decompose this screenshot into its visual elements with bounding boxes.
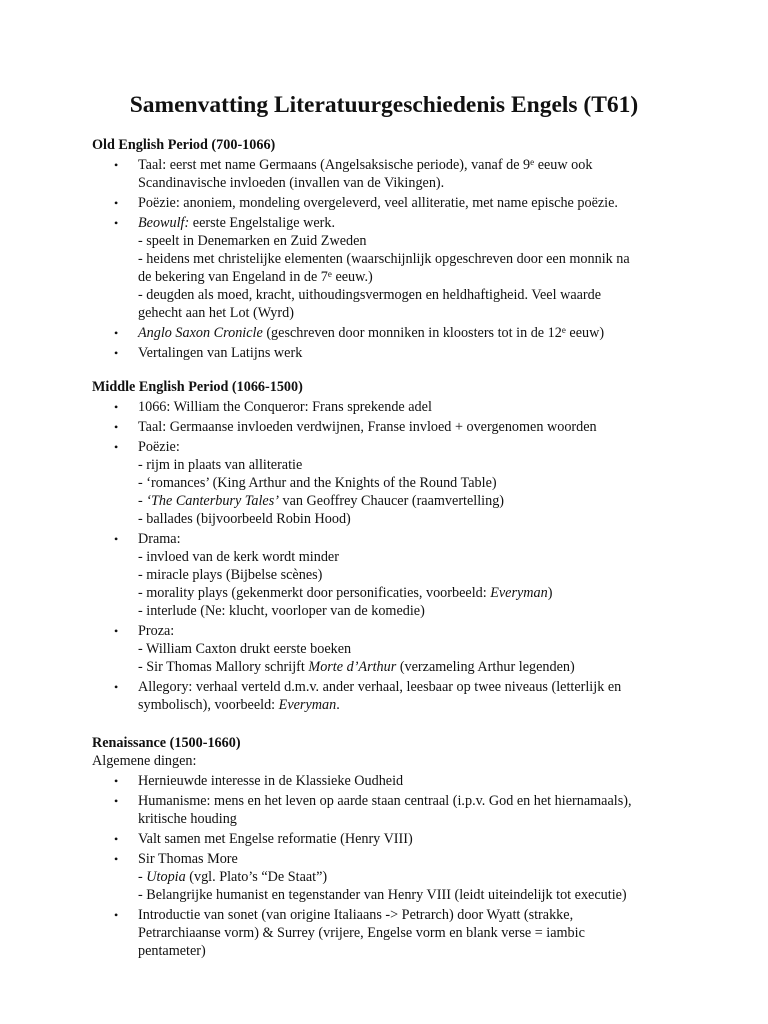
text-line: Anglo Saxon Cronicle (geschreven door monniken in kloosters tot in de 12e eeuw) <box>138 325 605 341</box>
text-line: Vertalingen van Latijns werk <box>138 345 303 361</box>
text-line: - William Caxton drukt eerste boeken <box>138 641 352 657</box>
text-line: - invloed van de kerk wordt minder <box>138 549 339 565</box>
work-title: Everyman <box>278 697 337 713</box>
text-line: Humanisme: mens en het leven op aarde staan centraal (i.p.v. God en het hiernamaals), <box>138 793 632 809</box>
list-item <box>92 438 712 528</box>
text-line: Allegory: verhaal verteld d.m.v. ander verhaal, leesbaar op twee niveaus (letterlijk en <box>138 679 622 695</box>
work-title: Anglo Saxon Cronicle <box>138 325 263 341</box>
section-old-english <box>92 136 712 362</box>
section-renaissance <box>92 734 712 960</box>
text-line: - speelt in Denemarken en Zuid Zweden <box>138 233 367 249</box>
list-item <box>92 906 712 960</box>
list-item <box>92 324 712 342</box>
bullet-icon: • <box>114 326 119 340</box>
text-line: pentameter) <box>138 943 206 959</box>
bullet-list <box>92 156 712 362</box>
text-line: Poëzie: <box>138 439 180 455</box>
list-item <box>92 678 712 714</box>
section-heading: Old English Period (700-1066) <box>92 137 276 153</box>
text-line: Valt samen met Engelse reformatie (Henry VIII) <box>138 831 413 847</box>
work-title: Everyman <box>490 585 548 601</box>
text-line: - Utopia (vgl. Plato’s “De Staat”) <box>138 869 328 885</box>
text-line: Petrarchiaanse vorm) & Surrey (vrijere, Engelse vorm en blank verse = iambic <box>138 925 585 941</box>
bullet-icon: • <box>114 794 119 808</box>
bullet-icon: • <box>114 346 119 360</box>
text-line: Beowulf: eerste Engelstalige werk. <box>138 215 335 231</box>
text-line: 1066: William the Conqueror: Frans sprekende adel <box>138 399 432 415</box>
text-line: Taal: Germaanse invloeden verdwijnen, Franse invloed + overgenomen woorden <box>138 419 597 435</box>
text-line: - Sir Thomas Mallory schrijft Morte d’Arthur (verzameling Arthur legenden) <box>138 659 575 675</box>
text-line: - interlude (Ne: klucht, voorloper van de komedie) <box>138 603 425 619</box>
work-title: Morte d’Arthur <box>308 659 397 675</box>
bullet-icon: • <box>114 420 119 434</box>
text-line: - miracle plays (Bijbelse scènes) <box>138 567 323 583</box>
list-item <box>92 344 712 362</box>
text-line: Sir Thomas More <box>138 851 238 867</box>
text-line: de bekering van Engeland in de 7e eeuw.) <box>138 269 373 285</box>
text-line: Introductie van sonet (van origine Italiaans -> Petrarch) door Wyatt (strakke, <box>138 907 574 923</box>
section-intro: Algemene dingen: <box>92 753 197 769</box>
list-item <box>92 418 712 436</box>
text-line: Drama: <box>138 531 181 547</box>
text-line: kritische houding <box>138 811 237 827</box>
text-line: - ballades (bijvoorbeeld Robin Hood) <box>138 511 351 527</box>
bullet-icon: • <box>114 832 119 846</box>
work-title: Utopia <box>146 869 186 885</box>
work-title: ‘The Canterbury Tales’ <box>146 493 279 509</box>
text-line: - deugden als moed, kracht, uithoudingsvermogen en heldhaftigheid. Veel waarde <box>138 287 602 303</box>
work-title: Beowulf: <box>138 215 190 231</box>
bullet-icon: • <box>114 624 119 638</box>
bullet-list <box>92 772 712 960</box>
list-item <box>92 792 712 828</box>
bullet-icon: • <box>114 400 119 414</box>
list-item <box>92 772 712 790</box>
list-item <box>92 530 712 620</box>
bullet-list <box>92 398 712 714</box>
bullet-icon: • <box>114 158 119 172</box>
text-line: Hernieuwde interesse in de Klassieke Oudheid <box>138 773 404 789</box>
text-line: - ‘The Canterbury Tales’ van Geoffrey Chaucer (raamvertelling) <box>138 493 505 509</box>
list-item <box>92 850 712 904</box>
text-line: Scandinavische invloeden (invallen van de Vikingen). <box>138 175 445 191</box>
text-line: - Belangrijke humanist en tegenstander van Henry VIII (leidt uiteindelijk tot executie) <box>138 887 627 903</box>
section-middle-english <box>92 378 712 714</box>
text-line: Proza: <box>138 623 175 639</box>
text-line: Poëzie: anoniem, mondeling overgeleverd, veel alliteratie, met name epische poëzie. <box>138 195 618 211</box>
bullet-icon: • <box>114 908 119 922</box>
bullet-icon: • <box>114 852 119 866</box>
text-line: gehecht aan het Lot (Wyrd) <box>138 305 294 321</box>
text-line: Taal: eerst met name Germaans (Angelsaksische periode), vanaf de 9e eeuw ook <box>138 157 593 173</box>
bullet-icon: • <box>114 216 119 230</box>
list-item <box>92 398 712 416</box>
list-item <box>92 194 712 212</box>
bullet-icon: • <box>114 440 119 454</box>
section-heading: Middle English Period (1066-1500) <box>92 379 303 395</box>
text-line: - morality plays (gekenmerkt door personificaties, voorbeeld: Everyman) <box>138 585 553 601</box>
section-heading: Renaissance (1500-1660) <box>92 735 241 751</box>
list-item <box>92 214 712 322</box>
text-line: symbolisch), voorbeeld: Everyman. <box>138 697 340 713</box>
bullet-icon: • <box>114 196 119 210</box>
document-title: Samenvatting Literatuurgeschiedenis Engels (T61) <box>129 92 639 118</box>
bullet-icon: • <box>114 680 119 694</box>
list-item <box>92 622 712 676</box>
list-item <box>92 830 712 848</box>
text-line: - ‘romances’ (King Arthur and the Knights of the Round Table) <box>138 475 497 491</box>
bullet-icon: • <box>114 532 119 546</box>
text-line: - heidens met christelijke elementen (waarschijnlijk opgeschreven door een monnik na <box>138 251 630 267</box>
bullet-icon: • <box>114 774 119 788</box>
list-item <box>92 156 712 192</box>
text-line: - rijm in plaats van alliteratie <box>138 457 303 473</box>
